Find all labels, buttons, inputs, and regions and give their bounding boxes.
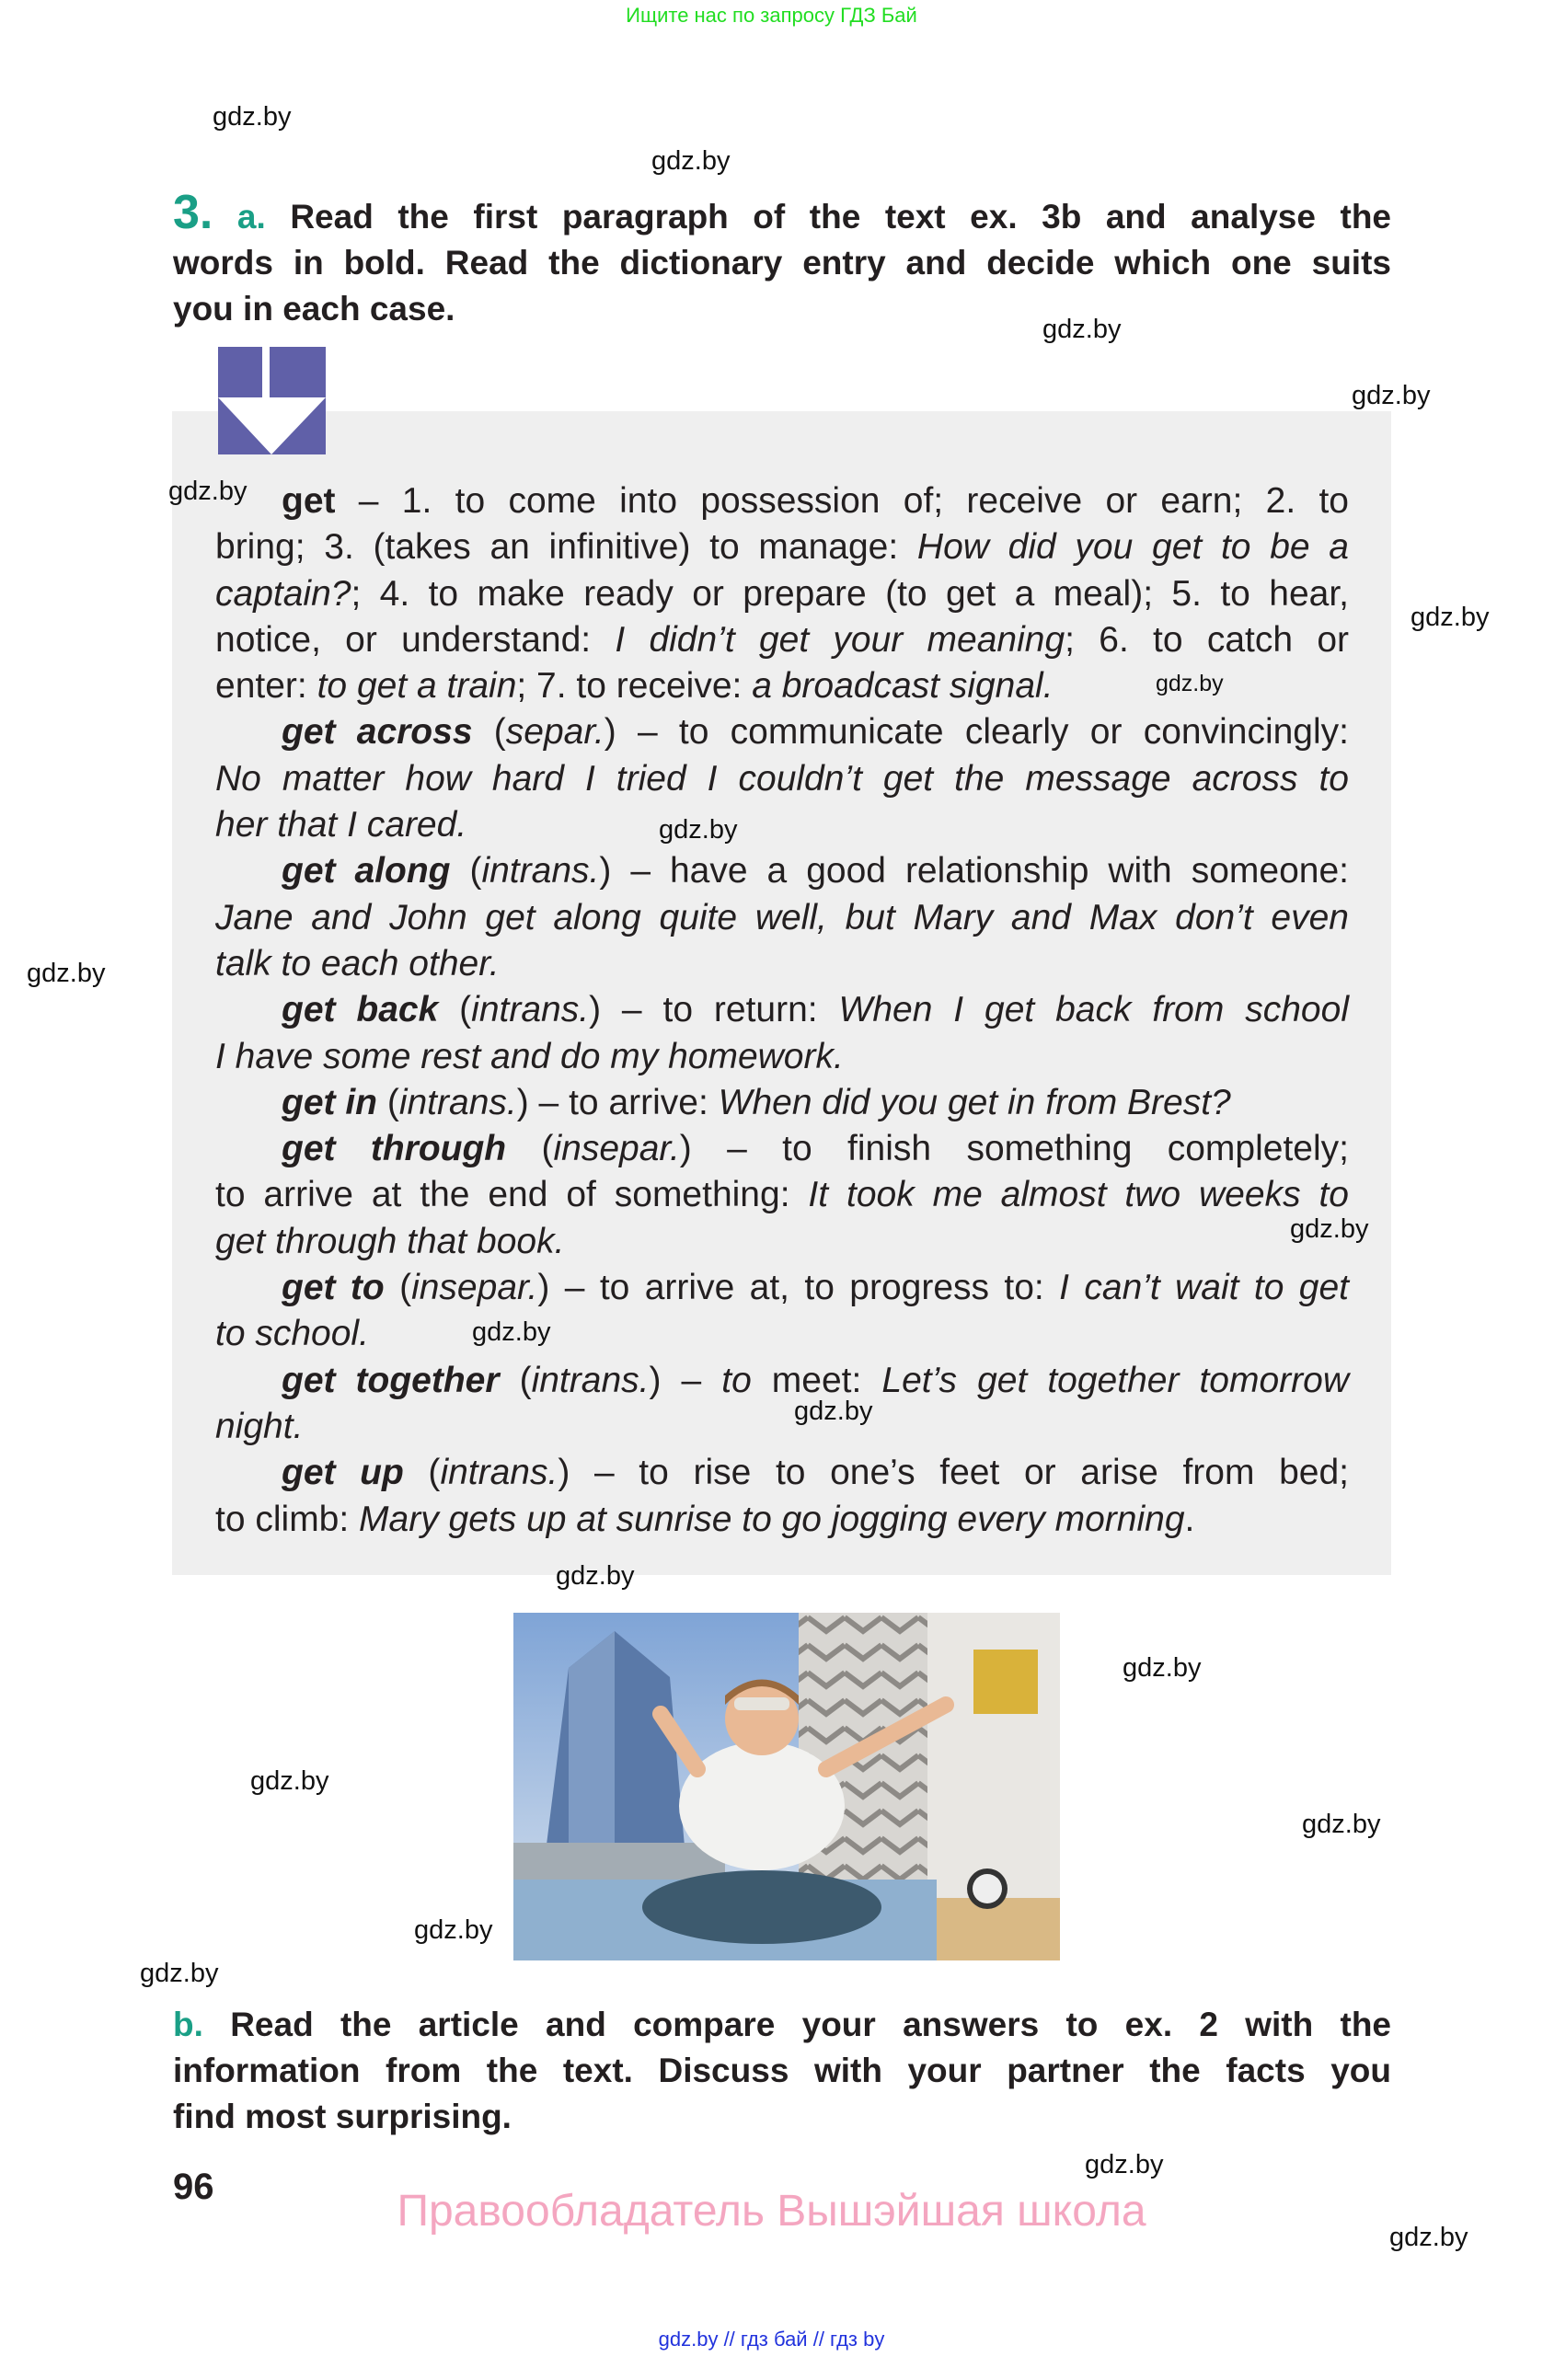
dictionary-line — [215, 1497, 1349, 1543]
definition-text: enter: — [215, 666, 317, 707]
dictionary-line — [215, 756, 1349, 802]
watermark: gdz.by — [140, 1959, 219, 1988]
dictionary-line — [215, 1311, 1349, 1357]
top-banner: Ищите нас по запросу ГДЗ Бай — [626, 4, 917, 27]
definition-text: ; 7. to receive: — [516, 666, 753, 707]
example-text: talk to each other. — [215, 943, 500, 983]
watermark: gdz.by — [250, 1766, 329, 1796]
example-text: captain? — [215, 573, 351, 614]
definition-text: ; 4. to make ready or prepare (to get a meal); 5. to hear, — [351, 573, 1349, 614]
dictionary-line — [215, 802, 1349, 848]
instruction-line: you in each case. — [173, 290, 455, 328]
instruction-line: information from the text. Discuss with your partner the facts you — [173, 2052, 1391, 2089]
dictionary-headword-line — [215, 987, 1349, 1033]
definition-text: ) – to rise to one’s feet or arise from bed; — [558, 1453, 1350, 1493]
definition-text: ; 6. to catch or — [1065, 619, 1349, 660]
dictionary-headword-line — [215, 1265, 1349, 1311]
example-text: separ. — [505, 712, 605, 753]
example-text: her that I cared. — [215, 805, 467, 845]
watermark: gdz.by — [556, 1561, 635, 1591]
watermark: gdz.by — [1085, 2150, 1164, 2179]
headword: get up — [282, 1453, 404, 1493]
definition-text: ( — [506, 1129, 554, 1169]
watermark: gdz.by — [659, 815, 738, 845]
dictionary-headword-line — [215, 1450, 1349, 1496]
instruction-line: Read the article and compare your answers to ex. 2 with the — [230, 2006, 1392, 2043]
headword: get to — [282, 1268, 385, 1308]
photo-boy-waking-up — [513, 1613, 1060, 1960]
definition-text: bring; 3. (takes an infinitive) to manage: — [215, 527, 917, 568]
headword: get back — [282, 990, 439, 1030]
watermark: gdz.by — [168, 477, 248, 506]
definition-text: ) – to communicate clearly or convincingly: — [604, 712, 1349, 753]
task-letter: a. — [236, 198, 266, 236]
definition-text: ( — [472, 712, 506, 753]
definition-text: meet: — [751, 1360, 882, 1400]
definition-text: ) – to return: — [589, 990, 839, 1030]
example-text: Jane and John get along quite well, but Mary and Max don’t even — [215, 897, 1349, 937]
example-text: insepar. — [553, 1129, 680, 1169]
watermark: gdz.by — [414, 1915, 493, 1945]
dictionary-line — [215, 1034, 1349, 1080]
example-text: Mary gets up at sunrise to go jogging every morning — [359, 1499, 1185, 1539]
task-b-instructions — [173, 2002, 1391, 2140]
example-text: How did you get to be a — [916, 527, 1349, 568]
task-a-instructions — [173, 186, 1391, 332]
dictionary-headword-line — [215, 1080, 1349, 1126]
dictionary-line — [215, 1404, 1349, 1450]
definition-text: ( — [438, 990, 472, 1030]
definition-text: ( — [450, 851, 482, 891]
watermark: gdz.by — [472, 1317, 551, 1347]
watermark: gdz.by — [1411, 603, 1490, 632]
watermark: gdz.by — [213, 102, 292, 132]
dictionary-line — [215, 1172, 1349, 1218]
example-text: Let’s get together tomorrow — [881, 1360, 1350, 1400]
definition-text: to climb: — [215, 1499, 360, 1539]
footer-links[interactable]: gdz.by // гдз бай // гдз by — [658, 2328, 885, 2351]
dictionary-line — [215, 941, 1349, 987]
example-text: intrans. — [471, 990, 590, 1030]
example-text: When I get back from school — [838, 990, 1349, 1030]
definition-text: notice, or understand: — [215, 619, 616, 660]
watermark: gdz.by — [1302, 1810, 1381, 1839]
watermark: gdz.by — [1156, 671, 1224, 696]
example-text: intrans. — [531, 1360, 650, 1400]
example-text: I didn’t get your meaning — [615, 619, 1065, 660]
example-text: intrans. — [481, 851, 600, 891]
watermark: gdz.by — [1290, 1214, 1369, 1244]
watermark: gdz.by — [27, 959, 106, 988]
dictionary-line — [215, 1219, 1349, 1265]
definition-text: to arrive at the end of something: — [215, 1175, 809, 1215]
dictionary-headword-line — [215, 848, 1349, 894]
headword: get in — [282, 1082, 377, 1122]
dictionary-headword-line — [215, 1358, 1349, 1404]
example-text: intrans. — [440, 1453, 558, 1493]
page-number: 96 — [173, 2167, 214, 2207]
definition-text: ( — [377, 1082, 399, 1122]
example-text: When did you get in from Brest? — [718, 1082, 1231, 1122]
definition-text: – 1. to come into possession of; receive or earn; 2. to — [335, 481, 1349, 521]
dictionary-headword-line — [215, 709, 1349, 755]
watermark: gdz.by — [794, 1397, 873, 1426]
example-text: to — [721, 1360, 752, 1400]
definition-text: . — [1184, 1499, 1195, 1539]
exercise-number: 3. — [173, 186, 213, 239]
instruction-line: Read the first paragraph of the text ex. 3b and analyse the — [290, 198, 1391, 236]
example-text: I have some rest and do my homework. — [215, 1036, 844, 1076]
dictionary-headword-line — [215, 1126, 1349, 1172]
instruction-line: words in bold. Read the dictionary entry and decide which one suits — [173, 244, 1391, 282]
example-text: No matter how hard I tried I couldn’t get the message across to — [215, 758, 1349, 799]
example-text: intrans. — [398, 1082, 517, 1122]
headword: get together — [282, 1360, 500, 1400]
example-text: get through that book. — [215, 1221, 565, 1261]
dictionary-entry — [215, 478, 1349, 1543]
definition-text: ) – to arrive at, to progress to: — [537, 1268, 1060, 1308]
rights-holder: Правообладатель Вышэйшая школа — [397, 2187, 1146, 2236]
example-text: night. — [215, 1406, 304, 1446]
example-text: a broadcast signal. — [752, 666, 1054, 707]
definition-text: ( — [384, 1268, 412, 1308]
headword: get — [282, 481, 336, 521]
watermark: gdz.by — [1123, 1653, 1202, 1683]
dictionary-line — [215, 617, 1349, 663]
watermark: gdz.by — [1352, 381, 1431, 410]
watermark: gdz.by — [651, 146, 731, 176]
definition-text: ) – have a good relationship with someone: — [599, 851, 1349, 891]
definition-text: ) – to finish something completely; — [679, 1129, 1349, 1169]
definition-text: ( — [499, 1360, 532, 1400]
watermark: gdz.by — [1389, 2223, 1468, 2252]
headword: get through — [282, 1129, 507, 1169]
example-text: It took me almost two weeks to — [808, 1175, 1349, 1215]
headword: get along — [282, 851, 451, 891]
example-text: insepar. — [411, 1268, 538, 1308]
watermark: gdz.by — [1042, 315, 1122, 344]
example-text: I can’t wait to get — [1059, 1268, 1349, 1308]
down-arrow-icon — [218, 347, 326, 454]
dictionary-line — [215, 895, 1349, 941]
dictionary-line — [215, 571, 1349, 617]
definition-text: ) – — [649, 1360, 722, 1400]
task-letter: b. — [173, 2006, 203, 2043]
instruction-line: find most surprising. — [173, 2098, 512, 2135]
dictionary-line — [215, 524, 1349, 570]
definition-text: ( — [403, 1453, 441, 1493]
dictionary-headword-line — [215, 478, 1349, 524]
example-text: to get a train — [317, 666, 517, 707]
headword: get across — [282, 712, 473, 753]
example-text: to school. — [215, 1314, 369, 1354]
definition-text: ) – to arrive: — [516, 1082, 719, 1122]
